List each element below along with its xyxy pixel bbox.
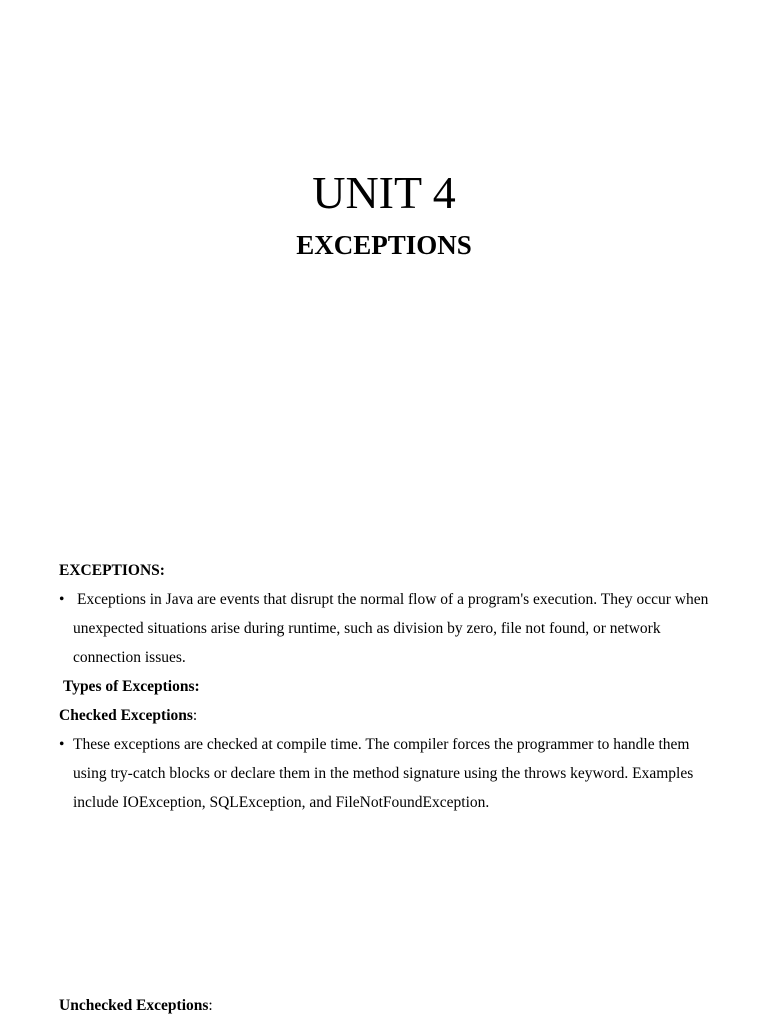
unchecked-heading-line xyxy=(59,991,213,1020)
checked-heading-colon: : xyxy=(192,707,198,724)
unit-subtitle: EXCEPTIONS xyxy=(296,230,472,260)
unit-title: UNIT 4 xyxy=(312,167,456,218)
unchecked-heading: Unchecked Exceptions xyxy=(59,997,209,1014)
checked-bullet xyxy=(59,730,709,817)
exceptions-heading: EXCEPTIONS: xyxy=(59,562,165,579)
bullet-glyph: • xyxy=(59,736,65,753)
exceptions-bullet xyxy=(59,585,709,672)
exceptions-bullet-text: Exceptions in Java are events that disrupt the normal flow of a program's execution. They occur when unexpected situations arise during runtime, such as division by zero, file not found, or network connection issues. xyxy=(73,591,709,666)
types-heading: Types of Exceptions: xyxy=(63,678,200,695)
checked-bullet-text: These exceptions are checked at compile time. The compiler forces the programmer to handle them using try-catch blocks or declare them in the method signature using the throws keyword. Examples include IOException, SQLException, and FileNotFoundException. xyxy=(73,736,694,811)
unchecked-heading-colon: : xyxy=(208,997,213,1014)
checked-heading-line xyxy=(59,701,709,730)
checked-heading: Checked Exceptions xyxy=(59,707,193,724)
content-block xyxy=(59,556,709,817)
bullet-glyph: • xyxy=(59,591,65,608)
